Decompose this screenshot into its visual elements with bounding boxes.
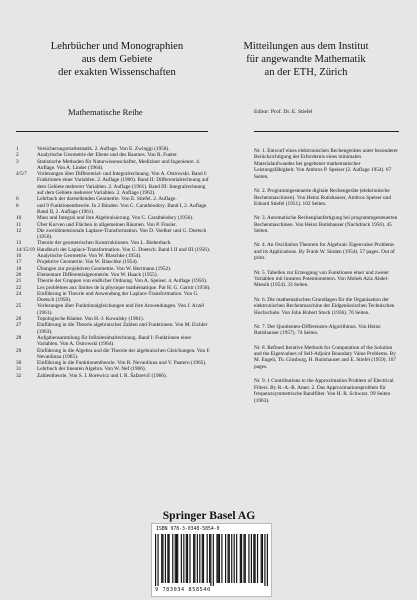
series-book-text: Theorie der geometrischen Konstruktionen. Von L. Bieberbach. bbox=[37, 240, 172, 247]
series-book-number: 21 bbox=[16, 278, 22, 285]
series-book-number: 22 bbox=[16, 284, 22, 291]
series-heading bbox=[22, 40, 212, 79]
series-book-number: 25 bbox=[16, 303, 22, 310]
series-book-text: Einführung in Theorie und Anwendung der Laplace-Transformation. Von G. Doetsch (1958). bbox=[37, 290, 199, 304]
series-book-text: Versicherungsmathematik. 2. Auflage. Von E. Zwinggi (1958). bbox=[37, 146, 170, 152]
barcode-bar bbox=[177, 534, 178, 583]
series-book-text: Elementare Differentialgeometrie. Von W. Haack (1955). bbox=[37, 271, 158, 278]
barcode-bar bbox=[225, 534, 226, 583]
series-book-number: 20 bbox=[16, 271, 22, 278]
series-book-text: Statistische Methoden für Naturwissenschafter, Mediziner und Ingenieure. 4. Auflage. Von A. Linder (1964). bbox=[37, 158, 201, 171]
publisher-name: Springer Basel AG bbox=[162, 509, 256, 522]
barcode-bar bbox=[161, 534, 162, 583]
series-book-item bbox=[16, 373, 212, 379]
isbn-text: ISBN 978-3-0348-5854-0 bbox=[156, 527, 220, 532]
series-book-text: Projektive Geometrie. Von W. Blaschke (1954). bbox=[37, 259, 139, 266]
barcode-bar bbox=[267, 534, 268, 586]
institute-report-list bbox=[254, 148, 399, 412]
series-book-number: 13 bbox=[16, 240, 22, 247]
institute-report-item: Nr. 6. Die mathematischen Grundlagen für die Organisation der elektronischen Rechenmaschine der Eidgenössischen Technischen Hochschule. Von John Robert Stock (1936). 76 Seiten. bbox=[254, 296, 395, 316]
series-book-number: 27 bbox=[16, 322, 22, 329]
barcode-bar bbox=[189, 534, 190, 583]
barcode-bar bbox=[251, 534, 252, 583]
series-book-number: 10 bbox=[16, 215, 22, 222]
series-book-number: 6 bbox=[16, 196, 19, 203]
series-book-text: Einführung in die Funktionentheorie. Von R. Nevanlinna und V. Paatero (1965). bbox=[37, 360, 207, 367]
series-book-item bbox=[16, 322, 212, 335]
barcode-digits: 9 783034 858540 bbox=[155, 587, 211, 593]
series-book-number: 8 bbox=[16, 202, 19, 209]
institute-report-item: Nr. 3. Automatische Rechenplanfertigung bei programmgesteuerten Rechenmaschinen. Von Heinz Rutishauser (Nachdruck 1956). 45 Seiten. bbox=[254, 215, 398, 235]
institute-report-item: Nr. 4. An Oscillation Theorem for Algebraic Eigenvalue Problems and its Applications. By Frank W. Sinden (1954). 57 pages. Out of print. bbox=[254, 242, 395, 262]
institute-heading-line-1: Mitteilungen aus dem Institut bbox=[243, 41, 369, 52]
series-book-text: Über Kurven und Flächen in allgemeinen Räumen. Von P. Finsler. bbox=[37, 221, 177, 228]
barcode-bar bbox=[155, 534, 156, 586]
series-book-text: Handbuch der Laplace-Transformation. Von G. Doetsch. Band I II und III (1956). bbox=[37, 246, 211, 253]
institute-heading-line-3: an der ETH, Zürich bbox=[264, 67, 348, 78]
barcode-bar bbox=[210, 534, 211, 586]
series-book-text: Topologische Räume. Von H.-J. Kowalsky (1961). bbox=[37, 316, 144, 323]
series-book-number: 16 bbox=[16, 253, 22, 260]
series-book-number: 1 bbox=[16, 146, 19, 152]
barcode-bar bbox=[169, 534, 170, 583]
series-book-text: Analytische Geometrie. Von W. Blaschke (1954). bbox=[37, 253, 142, 260]
barcode-bar bbox=[216, 534, 217, 583]
divider-right bbox=[254, 131, 399, 132]
barcode-bar bbox=[157, 534, 158, 586]
series-book-number: 12 bbox=[16, 227, 22, 234]
barcode-bar bbox=[257, 534, 258, 583]
series-book-item bbox=[16, 303, 212, 316]
series-book-number: 17 bbox=[16, 259, 22, 266]
barcode-bar bbox=[248, 534, 249, 583]
series-book-item bbox=[16, 348, 212, 361]
series-book-text: Analytische Geometrie der Ebene und des Raumes. Von R. Fueter. bbox=[37, 152, 178, 159]
series-book-text: Einführung in die Theorie algebraischer Zahlen und Funktionen. Von M. Eichler (1963). bbox=[37, 322, 208, 335]
barcode-bar bbox=[167, 534, 168, 583]
barcode-bar bbox=[227, 534, 228, 583]
barcode-bar bbox=[187, 534, 188, 583]
institute-report-item: Nr. 5. Tabellen zur Erzeugung von Funktionen einer und zweier Variablen mit linearen Potentiometern. Von Moheb Aziz Abdel-Messih (1954). 33 Seiten. bbox=[254, 269, 390, 289]
institute-report-item: Nr. 9. 1 Contributions to the Approximation Problem of Electrical Filters. By R.-A.-R. Amer. 2. Das Approximationsproblem für frequenzsymmetrische Bandfilter. Von H. R. Schwarz. 99 Seiten (1963). bbox=[254, 378, 394, 404]
barcode-bar bbox=[186, 534, 187, 583]
series-book-number: 31 bbox=[16, 366, 22, 373]
series-book-text: Vorlesungen über Funktionalgleichungen und ihre Anwendungen. Von J. Aczél (1961). bbox=[37, 303, 205, 316]
series-heading-line-1: Lehrbücher und Monographien bbox=[50, 41, 184, 52]
barcode-bar bbox=[203, 534, 204, 583]
barcode-bar bbox=[219, 534, 220, 583]
barcode-bar bbox=[172, 534, 173, 583]
series-heading-line-2: aus dem Gebiete bbox=[81, 54, 153, 65]
barcode-bar bbox=[253, 534, 254, 583]
institute-heading bbox=[216, 40, 396, 79]
institute-report-item: Nr. 8. Refined Iterative Methods for Computation of the Solution and the Eigenvalues of Self-Adjoint Boundary Value Problems. By M. Engeli, Th. Ginsburg, H. Rutishauser and E. Stiefel (1959). 107 pages. bbox=[254, 344, 397, 370]
institute-heading-line-2: für angewandte Mathematik bbox=[246, 54, 366, 65]
series-book-number: 30 bbox=[16, 360, 22, 367]
series-book-number: 18 bbox=[16, 265, 22, 272]
series-book-text: Theorie der Gruppen von endlicher Ordnung. Von A. Speiser. 4. Auflage (1956). bbox=[37, 278, 208, 285]
series-book-item bbox=[16, 171, 212, 196]
barcode-bar bbox=[243, 534, 244, 583]
barcode-bar bbox=[240, 534, 241, 583]
series-book-text: Übungen zur projektiven Geometrie. Von W. Herrmann (1952). bbox=[37, 265, 172, 272]
series-book-number: 4/5/7 bbox=[16, 171, 27, 178]
series-book-number: 29 bbox=[16, 347, 22, 354]
series-book-list bbox=[16, 146, 212, 379]
divider-left bbox=[16, 131, 208, 132]
barcode-bar bbox=[162, 534, 163, 583]
barcode-bar bbox=[175, 534, 176, 583]
institute-report-item: Nr. 7. Der Quotienten-Differenzen-Algorithmus. Von Heinz Rutishauser (1957). 74 Seiten. bbox=[254, 323, 381, 337]
series-book-text: Aufgabensammlung für Infinitesimalrechnung. Band I: Funktionen einer Variablen. Von A. Ostrowski (1964). bbox=[37, 334, 192, 348]
series-book-text: Lehrbuch der linearen Algebra. Von W. Nef (1966). bbox=[37, 366, 146, 373]
series-book-item bbox=[16, 335, 212, 348]
series-heading-line-3: der exakten Wissenschaften bbox=[58, 67, 176, 78]
barcode-bar bbox=[199, 534, 200, 583]
barcode-bar bbox=[221, 534, 222, 583]
series-book-number: 2 bbox=[16, 152, 19, 159]
series-book-text: Die zweidimensionale Laplace-Transformation. Von D. Voelker und G. Doetsch (1950). bbox=[37, 227, 207, 241]
barcode-bar bbox=[236, 534, 237, 583]
barcode-bar bbox=[197, 534, 198, 583]
barcode-bar bbox=[229, 534, 230, 583]
series-book-text: und 9 Funktionentheorie. In 2 Bänden. Von C. Carathéodory. Band I, 2. Auflage. Band II, 2. Auflage (1961). bbox=[37, 202, 208, 215]
barcode-bar bbox=[234, 534, 235, 583]
barcode-bar bbox=[202, 534, 203, 583]
barcode-bar bbox=[261, 534, 262, 583]
series-book-item bbox=[16, 228, 212, 241]
series-subtitle: Mathematische Reihe bbox=[68, 107, 143, 117]
series-book-number: 28 bbox=[16, 334, 22, 341]
series-book-text: Einführung in die Algebra und die Theorie der algebraischen Gleichungen. Von F. Nevanlinna (1965). bbox=[37, 347, 211, 360]
series-book-text: Zahlentheorie. Von S. I. Borewicz und I. R. Šafarevič (1966). bbox=[37, 372, 167, 379]
series-book-number: 26 bbox=[16, 316, 22, 323]
barcode-bar bbox=[213, 534, 214, 586]
series-book-number: 3 bbox=[16, 158, 19, 165]
barcode-bar bbox=[231, 534, 232, 583]
barcode-bar bbox=[262, 534, 263, 583]
barcode-bar bbox=[193, 534, 194, 583]
editor-line: Editor: Prof. Dr. E. Stiefel bbox=[254, 109, 313, 115]
series-book-number: 11 bbox=[16, 221, 22, 228]
barcode-bar bbox=[165, 534, 166, 583]
series-book-item bbox=[16, 203, 212, 216]
barcode-label bbox=[151, 523, 272, 597]
series-book-item bbox=[16, 291, 212, 304]
series-book-text: Mass und Integral und ihre Algebraisierung. Von C. Carathéodory (1956). bbox=[37, 215, 194, 222]
barcode-bar bbox=[207, 534, 208, 583]
institute-report-item: Nr. 2. Programmgesteuerte digitale Rechengeräte (elektronische Rechenmaschinen). Von Heinz Rutishauser, Ambros Speiser und Eduard Stiefel (1951). 102 Seiten. bbox=[254, 188, 391, 207]
series-book-number: 24 bbox=[16, 290, 22, 297]
barcode-bar bbox=[254, 534, 255, 583]
barcode-bar bbox=[264, 534, 265, 586]
barcode-bar bbox=[194, 534, 195, 583]
barcode-bar bbox=[181, 534, 182, 583]
series-book-number: 14/15/19 bbox=[16, 246, 35, 253]
barcode-bar bbox=[245, 534, 246, 583]
barcode-bar bbox=[209, 534, 210, 583]
barcode-bar bbox=[241, 534, 242, 583]
barcode-bar bbox=[183, 534, 184, 583]
series-book-item bbox=[16, 159, 212, 172]
series-book-number: 32 bbox=[16, 372, 22, 379]
series-book-text: Les problèmes aux limites de la physique mathématique. Par H. G. Garnir (1958). bbox=[37, 284, 211, 291]
barcode-bar bbox=[176, 534, 177, 583]
series-book-text: Lehrbuch der darstellenden Geometrie. Von E. Stiefel. 2. Auflage. bbox=[37, 196, 177, 203]
institute-report-item: Nr. 1. Entwurf eines elektronischen Rechengerätes unter besonderer Berücksichtigung der Erfordernis eines minimalen Materialaufwandes bei gegebener mathematischer Leistungsfähigkeit. Von Ambros P. Speiser (2. Auflage 1954). 67 Seiten. bbox=[254, 148, 398, 180]
series-book-text: Vorlesungen über Differential- und Integralrechnung. Von A. Ostrowski. Band I: Funktionen einer Variablen. 2. Auflage (1960). Band II: Differentialrechnung auf dem Gebiete mehrerer Variablen. 2. Auflage (1961). Band III: Integralrechnung auf dem Gebiete mehrerer Variablen. 2. Auflage (1962). bbox=[37, 171, 209, 197]
barcode-graphic bbox=[155, 534, 268, 586]
barcode-bar bbox=[218, 534, 219, 583]
